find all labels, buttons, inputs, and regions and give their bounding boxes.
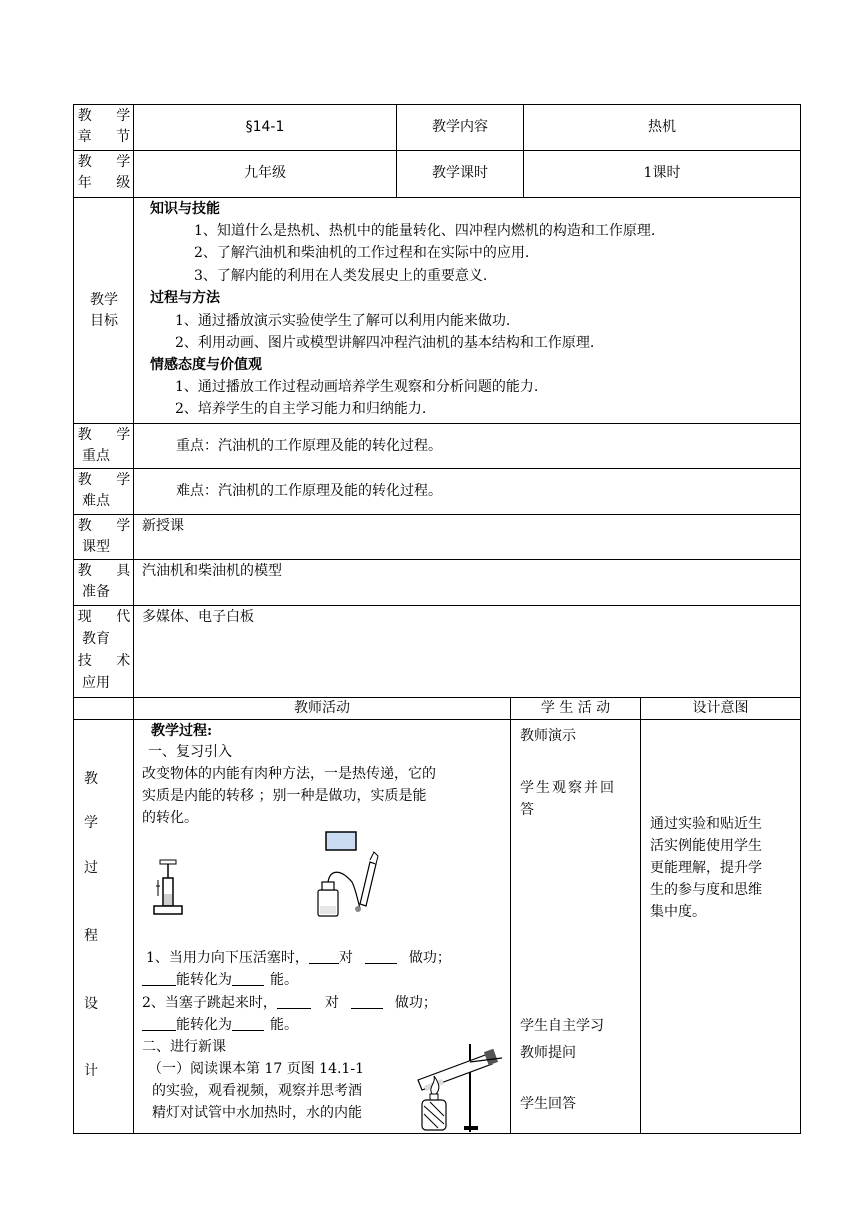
table-border xyxy=(73,1133,801,1134)
goals-heading: 知识与技能 xyxy=(150,201,220,217)
table-border xyxy=(73,150,801,151)
process-heading: 教学过程: xyxy=(151,723,213,739)
process-side-label: 教 xyxy=(84,771,98,787)
question-1: 1、当用力向下压活塞时， 对 做功； xyxy=(146,950,451,966)
goals-label: 目标 xyxy=(90,313,118,329)
design-intent-line: 生的参与度和思维 xyxy=(650,882,762,898)
process-side-label: 过 xyxy=(84,860,98,876)
goals-item: 2、利用动画、图片或模型讲解四冲程汽油机的基本结构和工作原理. xyxy=(175,335,595,351)
hours-label: 教学课时 xyxy=(432,165,488,181)
goals-item: 1、通过播放演示实验使学生了解可以利用内能来做功. xyxy=(175,313,511,329)
goals-heading: 过程与方法 xyxy=(150,290,220,306)
table-border xyxy=(73,104,801,105)
table-border xyxy=(73,559,801,560)
table-border xyxy=(73,605,801,606)
content-value: 热机 xyxy=(648,119,676,135)
goals-heading: 情感态度与价值观 xyxy=(150,357,262,373)
hours-value: 1课时 xyxy=(643,165,681,181)
type-value: 新授课 xyxy=(142,518,184,534)
process-side-label: 设 xyxy=(84,996,98,1012)
goals-item: 1、通过播放工作过程动画培养学生观察和分析问题的能力. xyxy=(175,379,539,395)
goals-item: 1、知道什么是热机、热机中的能量转化、四冲程内燃机的构造和工作原理. xyxy=(194,223,656,239)
col-header-teacher: 教师活动 xyxy=(294,700,350,716)
grade-value: 九年级 xyxy=(244,165,286,181)
key-label: 重点 xyxy=(82,448,110,464)
goals-item: 2、了解汽油机和柴油机的工作过程和在实际中的应用. xyxy=(194,245,530,261)
design-intent-line: 活实例能使用学生 xyxy=(650,838,762,854)
key-label: 教 学 xyxy=(77,427,141,443)
process-newlesson-heading: 二、进行新课 xyxy=(142,1039,226,1055)
type-label: 课型 xyxy=(82,539,110,555)
tools-value: 汽油机和柴油机的模型 xyxy=(142,563,282,579)
col-header-design: 设计意图 xyxy=(692,700,749,716)
student-activity-item: 教师提问 xyxy=(520,1045,576,1061)
process-review-heading: 一、复习引入 xyxy=(148,744,232,760)
difficulty-label: 教 学 xyxy=(77,472,141,488)
table-border xyxy=(800,104,801,1134)
process-text: 的转化。 xyxy=(142,810,198,826)
design-intent-line: 集中度。 xyxy=(650,904,706,920)
process-text: 精灯对试管中水加热时，水的内能 xyxy=(152,1105,362,1121)
student-activity-item: 答 xyxy=(520,802,534,818)
type-label: 教 学 xyxy=(77,518,141,534)
table-border xyxy=(640,697,641,1134)
col-header-student: 学 生 活 动 xyxy=(540,700,611,716)
difficulty-label: 难点 xyxy=(82,493,110,509)
goals-item: 3、了解内能的利用在人类发展史上的重要意义. xyxy=(194,268,488,284)
chapter-label: 教 学 xyxy=(77,108,141,124)
grade-label: 教 学 xyxy=(77,154,141,170)
goals-label: 教学 xyxy=(90,292,118,308)
bottle-apparatus-figure xyxy=(312,830,396,920)
chapter-label: 章 节 xyxy=(77,129,141,145)
tech-label: 技 术 xyxy=(77,653,141,669)
table-border xyxy=(73,514,801,515)
process-side-label: 程 xyxy=(84,928,98,944)
process-text: 的实验，观看视频，观察并思考酒 xyxy=(152,1083,362,1099)
table-border xyxy=(73,719,801,720)
test-tube-heating-figure xyxy=(412,1036,510,1132)
tech-label: 教育 xyxy=(82,631,110,647)
student-activity-item: 教师演示 xyxy=(520,728,576,744)
table-border xyxy=(73,423,801,424)
process-text: 改变物体的内能有肉种方法，一是热传递，它的 xyxy=(142,766,436,782)
key-value: 重点：汽油机的工作原理及能的转化过程。 xyxy=(176,438,442,454)
chapter-value: §14-1 xyxy=(245,119,285,135)
table-border xyxy=(73,468,801,469)
goals-item: 2、培养学生的自主学习能力和归纳能力. xyxy=(175,401,427,417)
table-border xyxy=(510,697,511,1134)
piston-apparatus-figure xyxy=(150,858,190,918)
question-2: 2、当塞子跳起来时， 对 做功； xyxy=(142,995,437,1011)
student-activity-item: 学生观察并回 xyxy=(520,780,616,796)
tech-label: 应用 xyxy=(82,675,110,691)
tools-label: 教 具 xyxy=(77,563,141,579)
question-1-cont: 能转化为 能。 xyxy=(142,970,298,990)
design-intent-line: 更能理解，提升学 xyxy=(650,860,762,876)
process-text: 实质是内能的转移 ；别一种是做功，实质是能 xyxy=(142,788,427,804)
tech-value: 多媒体、电子白板 xyxy=(142,609,254,625)
table-border xyxy=(73,197,801,198)
student-activity-item: 学生回答 xyxy=(520,1096,576,1112)
difficulty-value: 难点：汽油机的工作原理及能的转化过程。 xyxy=(176,483,442,499)
content-label: 教学内容 xyxy=(432,119,488,135)
tools-label: 准备 xyxy=(82,584,110,600)
process-side-label: 计 xyxy=(84,1063,98,1079)
tech-label: 现 代 xyxy=(77,609,141,625)
process-side-label: 学 xyxy=(84,815,98,831)
student-activity-item: 学生自主学习 xyxy=(520,1018,604,1034)
question-2-cont: 能转化为 能。 xyxy=(142,1015,298,1035)
process-text: （一）阅读课本第 17 页图 14.1-1 xyxy=(148,1061,364,1077)
grade-label: 年 级 xyxy=(77,175,141,191)
design-intent-line: 通过实验和贴近生 xyxy=(650,816,762,832)
